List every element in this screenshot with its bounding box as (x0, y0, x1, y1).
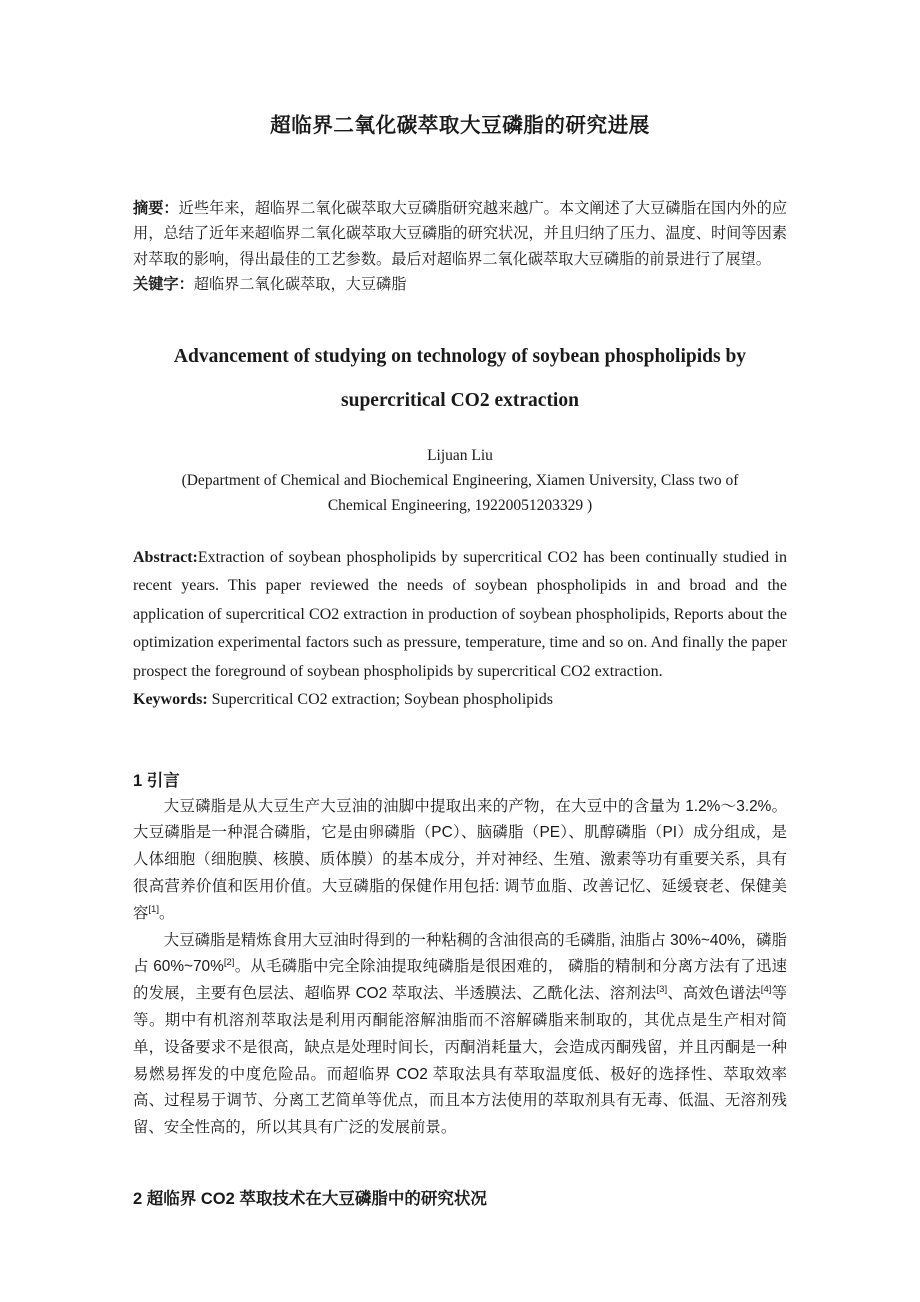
chinese-abstract-paragraph (133, 196, 787, 273)
english-title-section (133, 335, 787, 423)
top-spacer (133, 0, 787, 112)
english-abstract-text: Extraction of soybean phospholipids by supercritical CO2 has been continually studied in recent years. This paper reviewed the needs of soybean phospholipids in and broad and the application of supercritical CO2 extraction in production of soybean phospholipids, Reports about the optimization experimental factors such as pressure, temperature, time and so on. And finally the paper prospect the foreground of soybean phospholipids by supercritical CO2 extraction. (133, 548, 787, 680)
english-abstract-paragraph (133, 544, 787, 687)
chinese-abstract-text: 近些年来，超临界二氧化碳萃取大豆磷脂研究越来越广。本文阐述了大豆磷脂在国内外的应用，总结了近年来超临界二氧化碳萃取大豆磷脂的研究状况，并且归纳了压力、温度、时间等因素对萃取的影响，得出最佳的工艺参数。最后对超临界二氧化碳萃取大豆磷脂的前景进行了展望。 (133, 199, 788, 268)
english-keywords-label: Keywords: (133, 691, 208, 709)
section-1-paragraph-1-text-b: 。 (159, 904, 175, 922)
english-keywords-paragraph (133, 686, 787, 715)
english-title-line-1: Advancement of studying on technology of soybean phospholipids by (173, 345, 747, 367)
reference-marker-3: [3] (656, 984, 668, 996)
section-1-paragraph-2-text-a: 大豆磷脂是精炼食用大豆油时得到的一种粘稠的含油很高的毛磷脂, 油脂占 30%~40%，磷脂占 60%~70% (133, 931, 787, 976)
chinese-keywords-text: 超临界二氧化碳萃取，大豆磷脂 (193, 276, 407, 294)
reference-marker-2: [2] (223, 957, 235, 969)
reference-marker-1: [1] (148, 903, 160, 915)
section-1 (133, 768, 787, 1142)
section-1-paragraph-1-text-a: 大豆磷脂是从大豆生产大豆油的油脚中提取出来的产物，在大豆中的含量为 1.2%～3.2%。大豆磷脂是一种混合磷脂，它是由卵磷脂（PC）、脑磷脂（PE）、肌醇磷脂（PI）成分组成，是人体细胞（细胞膜、核膜、质体膜）的基本成分，并对神经、生殖、激素等功有重要关系，具有很高营养价值和医用价值。大豆磷脂的保健作用包括: 调节血脂、改善记忆、延缓衰老、保健美容 (133, 797, 787, 922)
page-title: 超临界二氧化碳萃取大豆磷脂的研究进展 (270, 114, 650, 137)
author-name: Lijuan Liu (427, 446, 493, 464)
english-keywords-text: Supercritical CO2 extraction; Soybean phospholipids (207, 691, 553, 709)
chinese-abstract-label: 摘要： (133, 199, 179, 217)
chinese-keywords-paragraph (133, 272, 787, 298)
section-2 (133, 1186, 787, 1212)
section-1-paragraph-2-text-d: 等等。期中有机溶剂萃取法是利用丙酮能溶解油脂而不溶解磷脂来制取的，其优点是生产相对简单，设备要求不是很高，缺点是处理时间长，丙酮消耗量大，会造成丙酮残留，并且丙酮是一种易燃易挥发的中度危险品。而超临界 CO2 萃取法具有萃取温度低、极好的选择性、萃取效率高、过程易于调节、分离工艺简单等优点，而且本方法使用的萃取剂具有无毒、低温、无溶剂残留、安全性高的，所以其具有广泛的发展前景。 (133, 985, 787, 1137)
english-abstract-label: Abstract: (133, 548, 198, 566)
author-affiliation-line-2: Chemical Engineering, 19220051203329 ) (327, 496, 593, 514)
section-1-paragraph-2 (133, 928, 787, 1142)
english-title-line-2: supercritical CO2 extraction (341, 389, 579, 411)
chinese-keywords-label: 关键字： (133, 276, 194, 294)
section-1-paragraph-1 (133, 794, 787, 928)
section-1-paragraph-2-text-b: 。从毛磷脂中完全除油提取纯磷脂是很困难的， 磷脂的精制和分离方法有了迅速的发展，主要有色层法、超临界 CO2 萃取法、半透膜法、乙酰化法、溶剂法 (133, 958, 788, 1003)
english-abstract-section (133, 544, 787, 715)
author-section (133, 443, 787, 518)
reference-marker-4: [4] (760, 984, 772, 996)
chinese-abstract-section (133, 196, 787, 298)
section-1-paragraph-2-text-c: 、高效色谱法 (667, 985, 761, 1003)
section-2-heading: 2 超临界 CO2 萃取技术在大豆磷脂中的研究状况 (133, 1190, 487, 1209)
author-affiliation-line-1: (Department of Chemical and Biochemical Engineering, Xiamen University, Class two of (181, 471, 739, 489)
section-1-heading: 1 引言 (133, 771, 180, 790)
